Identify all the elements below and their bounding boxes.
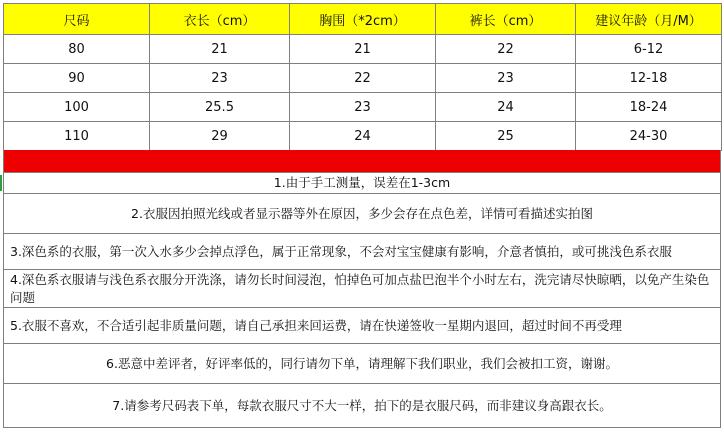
header-chest: 胸围（*2cm） (290, 4, 436, 35)
cell-chest: 24 (290, 122, 436, 151)
note-item: 5.衣服不喜欢，不合适引起非质量问题，请自己承担来回运费，请在快递签收一星期内退回，超过时间不再受理 (3, 308, 721, 344)
table-header-row (4, 4, 722, 35)
note-item: 7.请参考尺码表下单，每款衣服尺寸不大一样，拍下的是衣服尺码，而非建议身高跟衣长。 (3, 384, 721, 428)
table-row (4, 35, 722, 64)
cell-chest: 22 (290, 64, 436, 93)
cell-length: 29 (150, 122, 290, 151)
cell-chest: 23 (290, 93, 436, 122)
cell-size: 90 (4, 64, 150, 93)
cell-size: 110 (4, 122, 150, 151)
cell-length: 21 (150, 35, 290, 64)
cell-chest: 21 (290, 35, 436, 64)
cell-pants-length: 25 (436, 122, 576, 151)
size-table (3, 3, 722, 151)
cell-age: 18-24 (576, 93, 722, 122)
header-age: 建议年龄（月/M） (576, 4, 722, 35)
cell-pants-length: 23 (436, 64, 576, 93)
cell-pants-length: 24 (436, 93, 576, 122)
cell-age: 24-30 (576, 122, 722, 151)
cell-age: 12-18 (576, 64, 722, 93)
note-item: 6.恶意中差评者，好评率低的，同行请勿下单，请理解下我们职业，我们会被扣工资，谢谢。 (3, 344, 721, 384)
note-item: 4.深色系衣服请与浅色系衣服分开洗涤，请勿长时间浸泡，怕掉色可加点盐巴泡半个小时左右，洗完请尽快晾晒，以免产生染色问题 (3, 270, 721, 308)
cell-age: 6-12 (576, 35, 722, 64)
table-row (4, 122, 722, 151)
table-row (4, 64, 722, 93)
cell-size: 80 (4, 35, 150, 64)
cell-size: 100 (4, 93, 150, 122)
cell-length: 25.5 (150, 93, 290, 122)
header-size: 尺码 (4, 4, 150, 35)
note-item: 3.深色系的衣服，第一次入水多少会掉点浮色，属于正常现象，不会对宝宝健康有影响，介意者慎拍，或可挑浅色系衣服 (3, 234, 721, 270)
note-item: 1.由于手工测量，误差在1-3cm (3, 172, 721, 194)
table-row (4, 93, 722, 122)
note-item: 2.衣服因拍照光线或者显示器等外在原因，多少会存在点色差，详情可看描述实拍图 (3, 194, 721, 234)
notes-list (3, 172, 721, 428)
header-length: 衣长（cm） (150, 4, 290, 35)
cell-length: 23 (150, 64, 290, 93)
cell-selection-marker (0, 175, 2, 191)
header-pants-length: 裤长（cm） (436, 4, 576, 35)
red-divider-bar (3, 150, 721, 172)
cell-pants-length: 22 (436, 35, 576, 64)
